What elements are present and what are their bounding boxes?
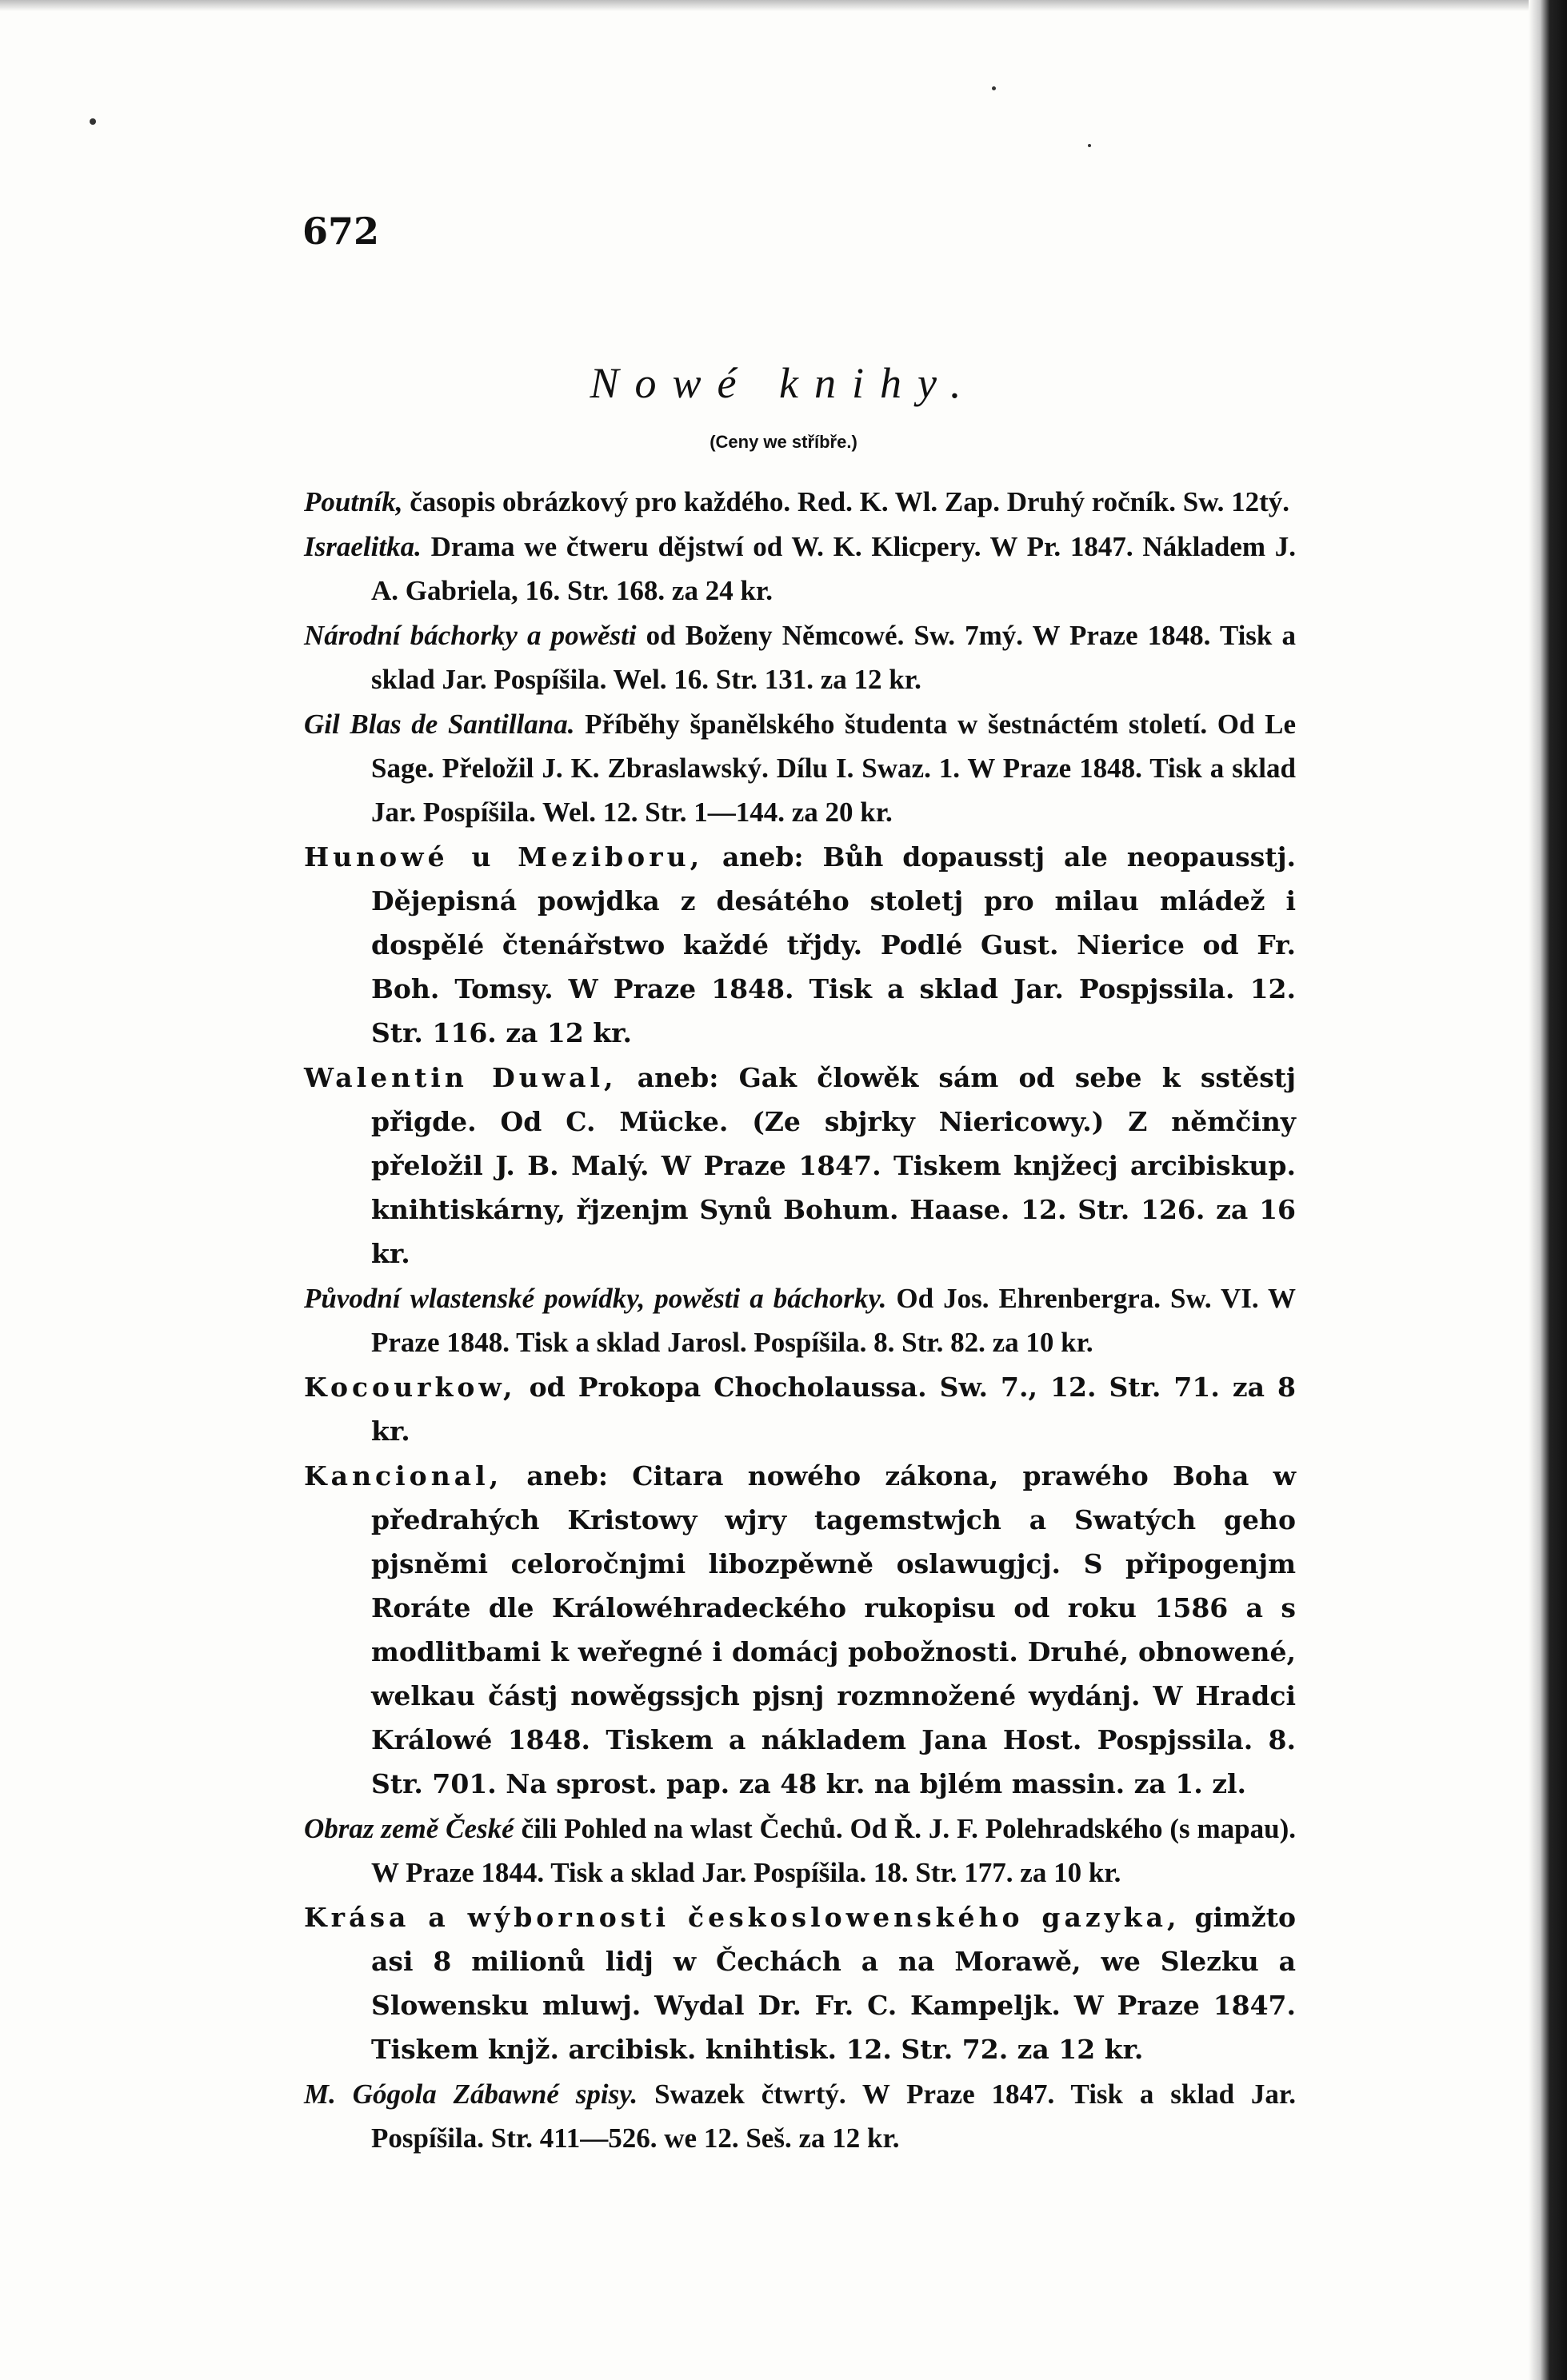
book-title: Národní báchorky a powěsti [304, 620, 637, 651]
book-entry [304, 525, 1296, 613]
book-details: časopis obrázkový pro každého. Red. K. Wl. Zap. Druhý ročník. Sw. 12tý. [402, 486, 1290, 517]
book-entry [304, 613, 1296, 701]
page-top-edge [0, 0, 1567, 11]
book-title: Kocourkow, [304, 1372, 517, 1403]
book-entry [304, 1276, 1296, 1364]
book-entry [304, 1807, 1296, 1895]
book-details: Od Jos. Ehrenbergra. Sw. VI. W Praze 1848. Tisk a sklad Jarosl. Pospíšila. 8. Str. 82. za 10 kr. [371, 1283, 1296, 1358]
book-title: Kancional, [304, 1460, 503, 1491]
book-entry [304, 1895, 1296, 2071]
page-number: 672 [302, 210, 380, 253]
page-subtitle: (Ceny we stříbře.) [710, 432, 857, 452]
book-details: gimžto asi 8 milionů lidj w Čechách a na Morawě, we Slezku a Slowensku mluwj. Wydal Dr. Fr. C. Kampeljk. W Praze 1847. Tiskem knjž. arcibisk. knihtisk. 12. Str. 72. za 12 kr. [371, 1902, 1296, 2065]
book-title: Hunowé u Meziboru, [304, 841, 704, 873]
book-title: Původní wlastenské powídky, powěsti a báchorky. [304, 1283, 887, 1314]
ink-speck [1088, 144, 1091, 147]
book-entry [304, 1454, 1296, 1806]
ink-speck [90, 118, 96, 125]
book-title: Israelitka. [304, 531, 422, 562]
book-entry [304, 2072, 1296, 2160]
book-details: aneb: Citara nowého zákona, prawého Boha w předrahých Kristowy wjry tagemstwjch a Swatých geho pjsněmi celoročnjmi libozpěwně oslawugjcj. S připogenjm Roráte dle Králowéhradeckého rukopisu od roku 1586 a s modlitbami k weřegné i domácj pobožnosti. Druhé, obnowené, welkau částj nowěgssjch pjsnj rozmnožené wydánj. W Hradci Králowé 1848. Tiskem a nákladem Jana Host. Pospjssila. 8. Str. 701. Na sprost. pap. za 48 kr. na bjlém massin. za 1. zl. [371, 1460, 1296, 1799]
book-details: od Boženy Němcowé. Sw. 7mý. W Praze 1848. Tisk a sklad Jar. Pospíšila. Wel. 16. Str. 131. za 12 kr. [371, 620, 1296, 695]
book-details: Příběhy španělského študenta w šestnáctém století. Od Le Sage. Přeložil J. K. Zbraslawský. Dílu I. Swaz. 1. W Praze 1848. Tisk a sklad Jar. Pospíšila. Wel. 12. Str. 1—144. za 20 kr. [371, 709, 1296, 828]
book-entry [304, 702, 1296, 834]
book-title: Krása a wýbornosti českoslowenského gazyka, [304, 1902, 1181, 1933]
book-title: M. Gógola Zábawné spisy. [304, 2079, 638, 2110]
book-entry [304, 835, 1296, 1055]
book-title: Gil Blas de Santillana. [304, 709, 575, 740]
ink-speck [992, 86, 996, 90]
book-details: Drama we čtweru dějstwí od W. K. Klicpery. W Pr. 1847. Nákladem J. A. Gabriela, 16. Str. 168. za 24 kr. [371, 531, 1296, 606]
book-details: Swazek čtwrtý. W Praze 1847. Tisk a sklad Jar. Pospíšila. Str. 411—526. we 12. Seš. za 12 kr. [371, 2079, 1296, 2154]
page-title: Nowé knihy. [590, 359, 977, 407]
page-right-edge-shadow [1529, 0, 1567, 2380]
book-details: čili Pohled na wlast Čechů. Od Ř. J. F. Polehradského (s mapau). W Praze 1844. Tisk a sklad Jar. Pospíšila. 18. Str. 177. za 10 kr. [371, 1813, 1296, 1888]
book-list [304, 480, 1296, 2161]
book-details: od Prokopa Chocholaussa. Sw. 7., 12. Str. 71. za 8 kr. [371, 1372, 1296, 1447]
book-title: Walentin Duwal, [304, 1062, 618, 1093]
book-details: aneb: Bůh dopausstj ale neopausstj. Dějepisná powjdka z desátého stoletj pro milau mládež i dospělé čtenářstwo každé třjdy. Podlé Gust. Nierice od Fr. Boh. Tomsy. W Praze 1848. Tisk a sklad Jar. Pospjssila. 12. Str. 116. za 12 kr. [371, 841, 1297, 1048]
book-title: Poutník, [304, 486, 403, 517]
book-details: aneb: Gak člowěk sám od sebe k sstěstj přigde. Od C. Mücke. (Ze sbjrky Niericowy.) Z němčiny přeložil J. B. Malý. W Praze 1847. Tiskem knjžecj arcibiskup. knihtiskárny, řjzenjm Synů Bohum. Haase. 12. Str. 126. za 16 kr. [371, 1062, 1296, 1269]
book-entry [304, 1365, 1296, 1453]
book-title: Obraz země České [304, 1813, 514, 1844]
book-entry [304, 480, 1296, 524]
book-entry [304, 1056, 1296, 1276]
